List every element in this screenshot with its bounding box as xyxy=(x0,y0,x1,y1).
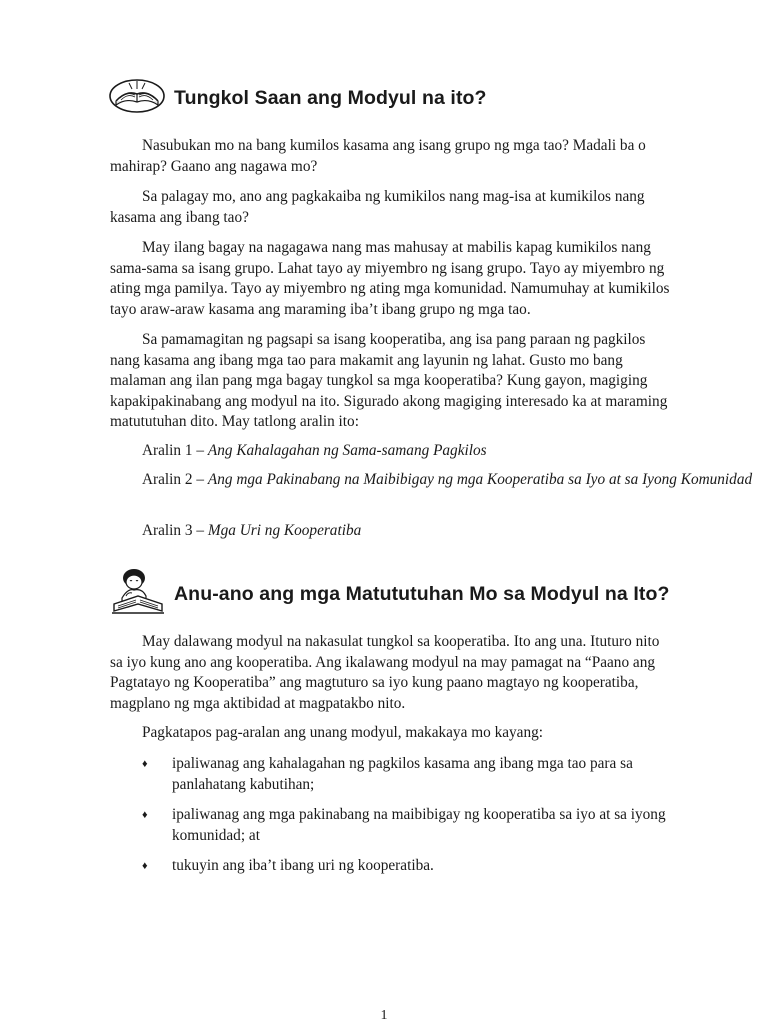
open-book-icon xyxy=(108,76,166,121)
section-header-learnings xyxy=(108,566,670,623)
lesson-item-2 xyxy=(142,470,757,491)
objective-text: ipaliwanag ang mga pakinabang na maibibigay ng kooperatiba sa iyo at sa iyong komunidad; at xyxy=(172,806,666,844)
lesson-title: Mga Uri ng Kooperatiba xyxy=(207,522,362,539)
paragraph-learnings-1: May dalawang modyul na nakasulat tungkol sa kooperatiba. Ito ang una. Ituturo nito sa iyo kung ano ang kooperatiba. Ang ikalawang modyul na may pamagat na “Paano ang Pagtatayo ng Kooperatiba” ang magtuturo sa iyo kung paano magtayo ng kooperatiba, magplano ng mga aktibidad at magpatakbo nito. xyxy=(110,633,660,712)
objective-text: ipaliwanag ang kahalagahan ng pagkilos kasama ang ibang mga tao para sa panlahatang kabutihan; xyxy=(172,755,633,793)
diamond-bullet-icon: ♦ xyxy=(142,758,148,770)
lesson-item-3 xyxy=(142,521,757,542)
page-number: 1 xyxy=(380,1008,388,1023)
section-header-about xyxy=(108,76,487,121)
section-title-about: Tungkol Saan ang Modyul na ito? xyxy=(174,87,487,109)
objective-text: tukuyin ang iba’t ibang uri ng kooperatiba. xyxy=(172,857,434,874)
lesson-title: Ang mga Pakinabang na Maibibigay ng mga Kooperatiba sa Iyo at sa Iyong Komunidad xyxy=(207,471,753,488)
student-reading-icon xyxy=(108,566,166,623)
objective-item-2 xyxy=(142,805,682,846)
paragraph-intro-1: Nasubukan mo na bang kumilos kasama ang isang grupo ng mga tao? Madali ba o mahirap? Gaano ang nagawa mo? xyxy=(110,137,646,175)
lesson-title: Ang Kahalagahan ng Sama-samang Pagkilos xyxy=(207,442,487,459)
paragraph-intro-3: May ilang bagay na nagagawa nang mas mahusay at mabilis kapag kumikilos nang sama-sama sa isang grupo. Lahat tayo ay miyembro ng isang grupo. Tayo ay miyembro ng ating mga pamilya. Tayo ay miyembro ng ating mga komunidad. Namumuhay at kumikilos tayo araw-araw kasama ang maraming iba’t ibang grupo ng mga tao. xyxy=(110,239,670,318)
diamond-bullet-icon: ♦ xyxy=(142,860,148,872)
paragraph-learnings-2: Pagkatapos pag-aralan ang unang modyul, makakaya mo kayang: xyxy=(142,724,543,741)
lesson-item-1 xyxy=(142,441,757,462)
paragraph-intro-2: Sa palagay mo, ano ang pagkakaiba ng kumikilos nang mag-isa at kumikilos nang kasama ang ibang tao? xyxy=(110,188,645,226)
objective-item-3 xyxy=(142,856,682,877)
objective-item-1 xyxy=(142,754,682,795)
lesson-label: Aralin 3 – xyxy=(142,522,205,539)
lesson-label: Aralin 2 – xyxy=(142,471,205,488)
section-title-learnings: Anu-ano ang mga Matututuhan Mo sa Modyul na Ito? xyxy=(174,583,670,605)
diamond-bullet-icon: ♦ xyxy=(142,809,148,821)
lesson-label: Aralin 1 – xyxy=(142,442,205,459)
paragraph-intro-4: Sa pamamagitan ng pagsapi sa isang kooperatiba, ang isa pang paraan ng pagkilos nang kasama ang ibang mga tao para makamit ang layunin ng lahat. Gusto mo bang malaman ang ilan pang mga bagay tungkol sa mga kooperatiba? Kung gayon, magiging kapakipakinabang ang modyul na ito. Sigurado akong magiging interesado ka at maraming matututuhan dito. May tatlong aralin ito: xyxy=(110,331,668,430)
